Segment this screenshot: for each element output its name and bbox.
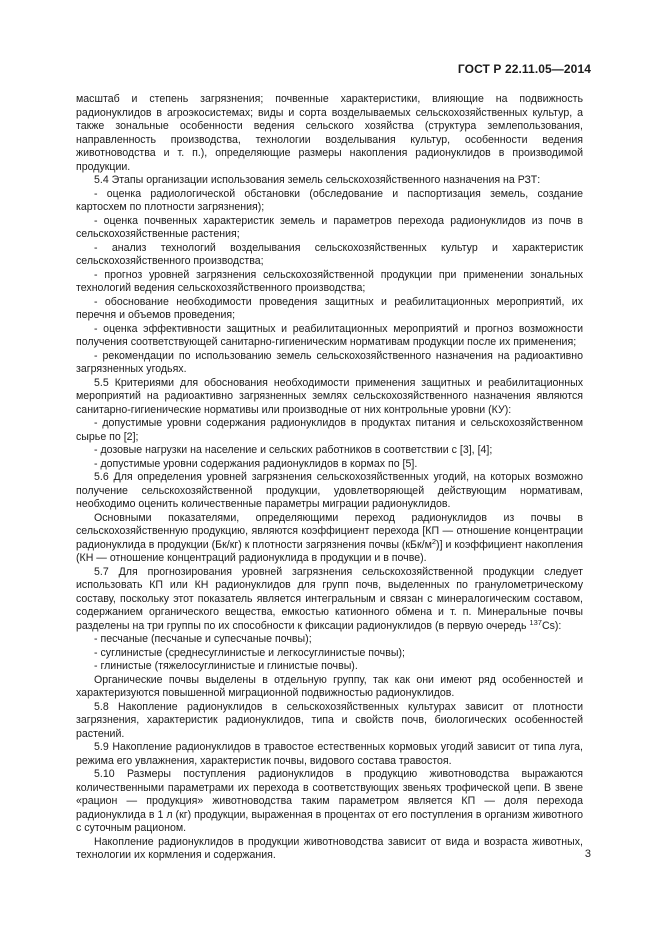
list-item: - анализ технологий возделывания сельскохозяйственных культур и характеристик сельскохозяйственного производства; [76,241,583,267]
list-item: - прогноз уровней загрязнения сельскохозяйственной продукции при применении зональных технологий ведения сельскохозяйственного производства; [76,268,583,294]
section-heading-5-4: 5.4 Этапы организации использования земель сельскохозяйственного назначения на РЗТ: [94,174,541,186]
list-item: - оценка эффективности защитных и реабилитационных мероприятий и прогноз возможности получения соответствующей санитарно-гигиеническим нормативам продукции после их применения; [76,322,583,348]
paragraph-coefficients [76,512,583,566]
list-item: - дозовые нагрузки на население и сельских работников в соответствии с [3], [4]; [94,444,493,456]
section-5-6: 5.6 Для определения уровней загрязнения сельскохозяйственных угодий, на которых возможно получение сельскохозяйственной продукции, удовлетворяющей действующим нормативам, необходимо оценить количественные параметры миграции радионуклидов. [76,471,583,510]
paragraph: масштаб и степень загрязнения; почвенные характеристики, влияющие на подвижность радионуклидов в агроэкосистемах; виды и сорта возделываемых сельскохозяйственных культур, а также зональные особенности ведения сельского хозяйства (структура землепользования, направленность производства, технологии возделывания культур, особенности ведения животноводства и т. п.), определяющие размеры накопления радионуклидов в производимой продукции. [76,93,583,173]
section-5-5: 5.5 Критериями для обоснования необходимости применения защитных и реабилитационных мероприятий на радиоактивно загрязненных землях сельскохозяйственного назначения являются санитарно-гигиенические нормативы или производные от них контрольные уровни (КУ): [76,376,583,416]
list-item: - глинистые (тяжелосуглинистые и глинистые почвы). [94,660,358,672]
superscript: 137 [529,617,542,627]
section-5-7 [76,566,583,634]
text-span: 5.7 Для прогнозирования уровней загрязнения сельскохозяйственной продукции следует использовать КП или КН радионуклидов для групп почв, выделенных по гранулометрическому составу, поскольку этот показатель является интегральным и связан с минералогическим составом, содержанием органического вещества, емкостью катионного обмена и т. п. Минеральные почвы разделены на три группы по их способности к фиксации радионуклидов (в первую очередь [76,565,583,632]
paragraph: Органические почвы выделены в отдельную группу, так как они имеют ряд особенностей и характеризуются повышенной миграционной подвижностью радионуклидов. [76,673,583,699]
section-5-8: 5.8 Накопление радионуклидов в сельскохозяйственных культурах зависит от плотности загрязнения, характеристик радионуклидов, типа и свойств почв, биологических особенностей растений. [76,700,583,740]
list-item: - оценка почвенных характеристик земель и параметров перехода радионуклидов из почв в сельскохозяйственные растения; [76,214,583,240]
text-span: Основными показателями, определяющими переход радионуклидов из почвы в сельскохозяйственную продукцию, являются коэффициент перехода [КП — отношение концентрации радионуклида в продукции (Бк/кг) к плотности загрязнения почвы (кБк/м [76,511,583,551]
section-5-9: 5.9 Накопление радионуклидов в травостое естественных кормовых угодий зависит от типа луга, режима его увлажнения, характеристик почвы, видового состава травостоя. [76,741,583,767]
section-5-10: 5.10 Размеры поступления радионуклидов в продукцию животноводства выражаются количественными параметрами их перехода в соответствующих звеньях трофической цепи. В звене «рацион — продукция» животноводства таким параметром является КП — доля перехода радионуклида в 1 л (кг) продукции, выраженная в процентах от его поступления в организм животного с суточным рационом. [76,768,583,834]
list-item: - оценка радиологической обстановки (обследование и паспортизация земель, создание картосхем по плотности загрязнения); [76,187,583,213]
list-item: - суглинистые (среднесуглинистые и легкосуглинистые почвы); [94,646,405,659]
list-item: - допустимые уровни содержания радионуклидов в продуктах питания и сельскохозяйственном сырье по [2]; [76,417,583,443]
list-item: - допустимые уровни содержания радионуклидов в кормах по [5]. [94,457,418,470]
list-item: - обоснование необходимости проведения защитных и реабилитационных мероприятий, их перечня и объемов проведения; [76,295,583,321]
document-code-header: ГОСТ Р 22.11.05—2014 [457,62,591,76]
paragraph: Накопление радионуклидов в продукции животноводства зависит от вида и возраста животных, технологии их кормления и содержания. [76,835,583,861]
list-item: - рекомендации по использованию земель сельскохозяйственного назначения на радиоактивно загрязненных угодьях. [76,349,583,375]
superscript: 2 [431,536,437,546]
text-span: Cs): [541,619,562,632]
text-span: )] и коэффициент накопления (КН — отношение концентраций радионуклида в продукции и в почве). [76,538,583,564]
document-body [76,93,583,863]
list-item: - песчаные (песчаные и супесчаные почвы); [94,633,312,645]
page-number: 3 [584,848,591,860]
